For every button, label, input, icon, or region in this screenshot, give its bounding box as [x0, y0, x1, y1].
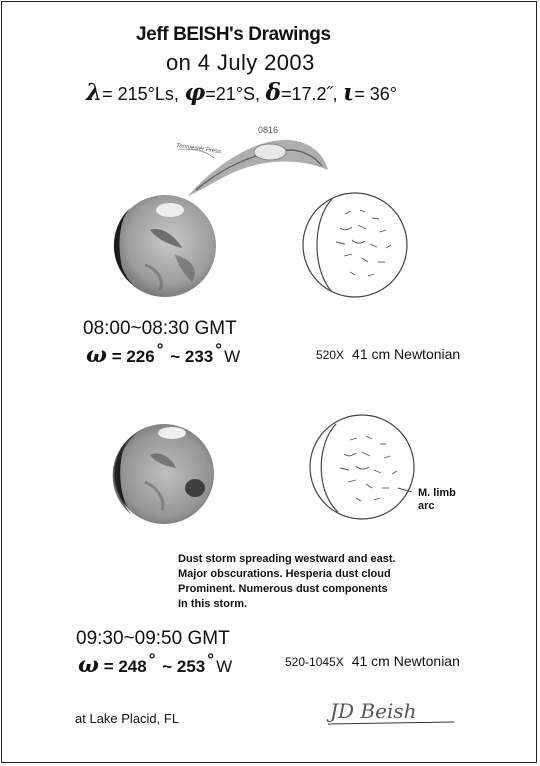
- limb-note-line-2: arc: [418, 500, 435, 512]
- note-line-1: Dust storm spreading westward and east.: [178, 553, 396, 565]
- phi-value: =21°S,: [205, 84, 261, 104]
- observation-1-longitude: ω = 226 ° ~ 233 ° W: [86, 340, 241, 368]
- observation-1-time: 08:00~08:30 GMT: [83, 318, 237, 339]
- sketch-time-label: 0816: [258, 125, 279, 135]
- delta-symbol: δ: [265, 79, 281, 106]
- telescope: 41 cm Newtonian: [351, 653, 460, 669]
- phi-symbol: φ: [184, 79, 206, 106]
- signature-text: JD Beish: [330, 699, 417, 723]
- observation-date: on 4 July 2003: [166, 50, 315, 75]
- note-line-3: Prominent. Numerous dust components: [178, 583, 388, 595]
- sketch-annotation: Tenmester Press: [175, 143, 222, 156]
- omega-unit: W: [224, 347, 241, 366]
- limb-note-line-1: M. limb: [418, 487, 456, 499]
- omega-end: ~ 253: [162, 657, 206, 676]
- magnification: 520-1045X: [285, 655, 344, 669]
- iota-symbol: ι: [343, 79, 355, 106]
- signature: [322, 698, 462, 732]
- mars-disk-2-shaded: [113, 424, 214, 524]
- observation-2-instrument: [285, 653, 460, 669]
- limb-detail-sketch: [176, 125, 328, 196]
- magnification: 520X: [316, 348, 345, 362]
- omega-symbol: ω: [86, 342, 107, 368]
- omega-start: = 248: [103, 657, 147, 676]
- observation-1-instrument: [316, 346, 460, 362]
- lambda-value: = 215°Ls,: [102, 84, 179, 104]
- mars-disk-1-outline: [303, 193, 407, 297]
- observation-notes: [178, 552, 396, 612]
- observation-2-longitude: ω = 248 ° ~ 253 ° W: [78, 650, 233, 678]
- note-line-2: Major obscurations. Hesperia dust cloud: [178, 568, 391, 580]
- mars-disk-2-outline: [310, 415, 414, 519]
- limb-note: [418, 487, 456, 513]
- omega-symbol: ω: [78, 652, 99, 678]
- omega-unit: W: [216, 657, 233, 676]
- iota-value: = 36°: [354, 84, 397, 104]
- page-title: Jeff BEISH's Drawings: [136, 24, 331, 45]
- omega-end: ~ 233: [170, 347, 214, 366]
- observation-location: at Lake Placid, FL: [75, 711, 180, 726]
- lambda-symbol: λ: [86, 79, 103, 106]
- observation-2-time: 09:30~09:50 GMT: [76, 628, 230, 649]
- telescope: 41 cm Newtonian: [352, 346, 461, 362]
- note-line-4: In this storm.: [178, 598, 248, 610]
- mars-disk-1-shaded: [114, 195, 216, 297]
- delta-value: =17.2˝,: [280, 84, 338, 104]
- omega-start: = 226: [111, 347, 155, 366]
